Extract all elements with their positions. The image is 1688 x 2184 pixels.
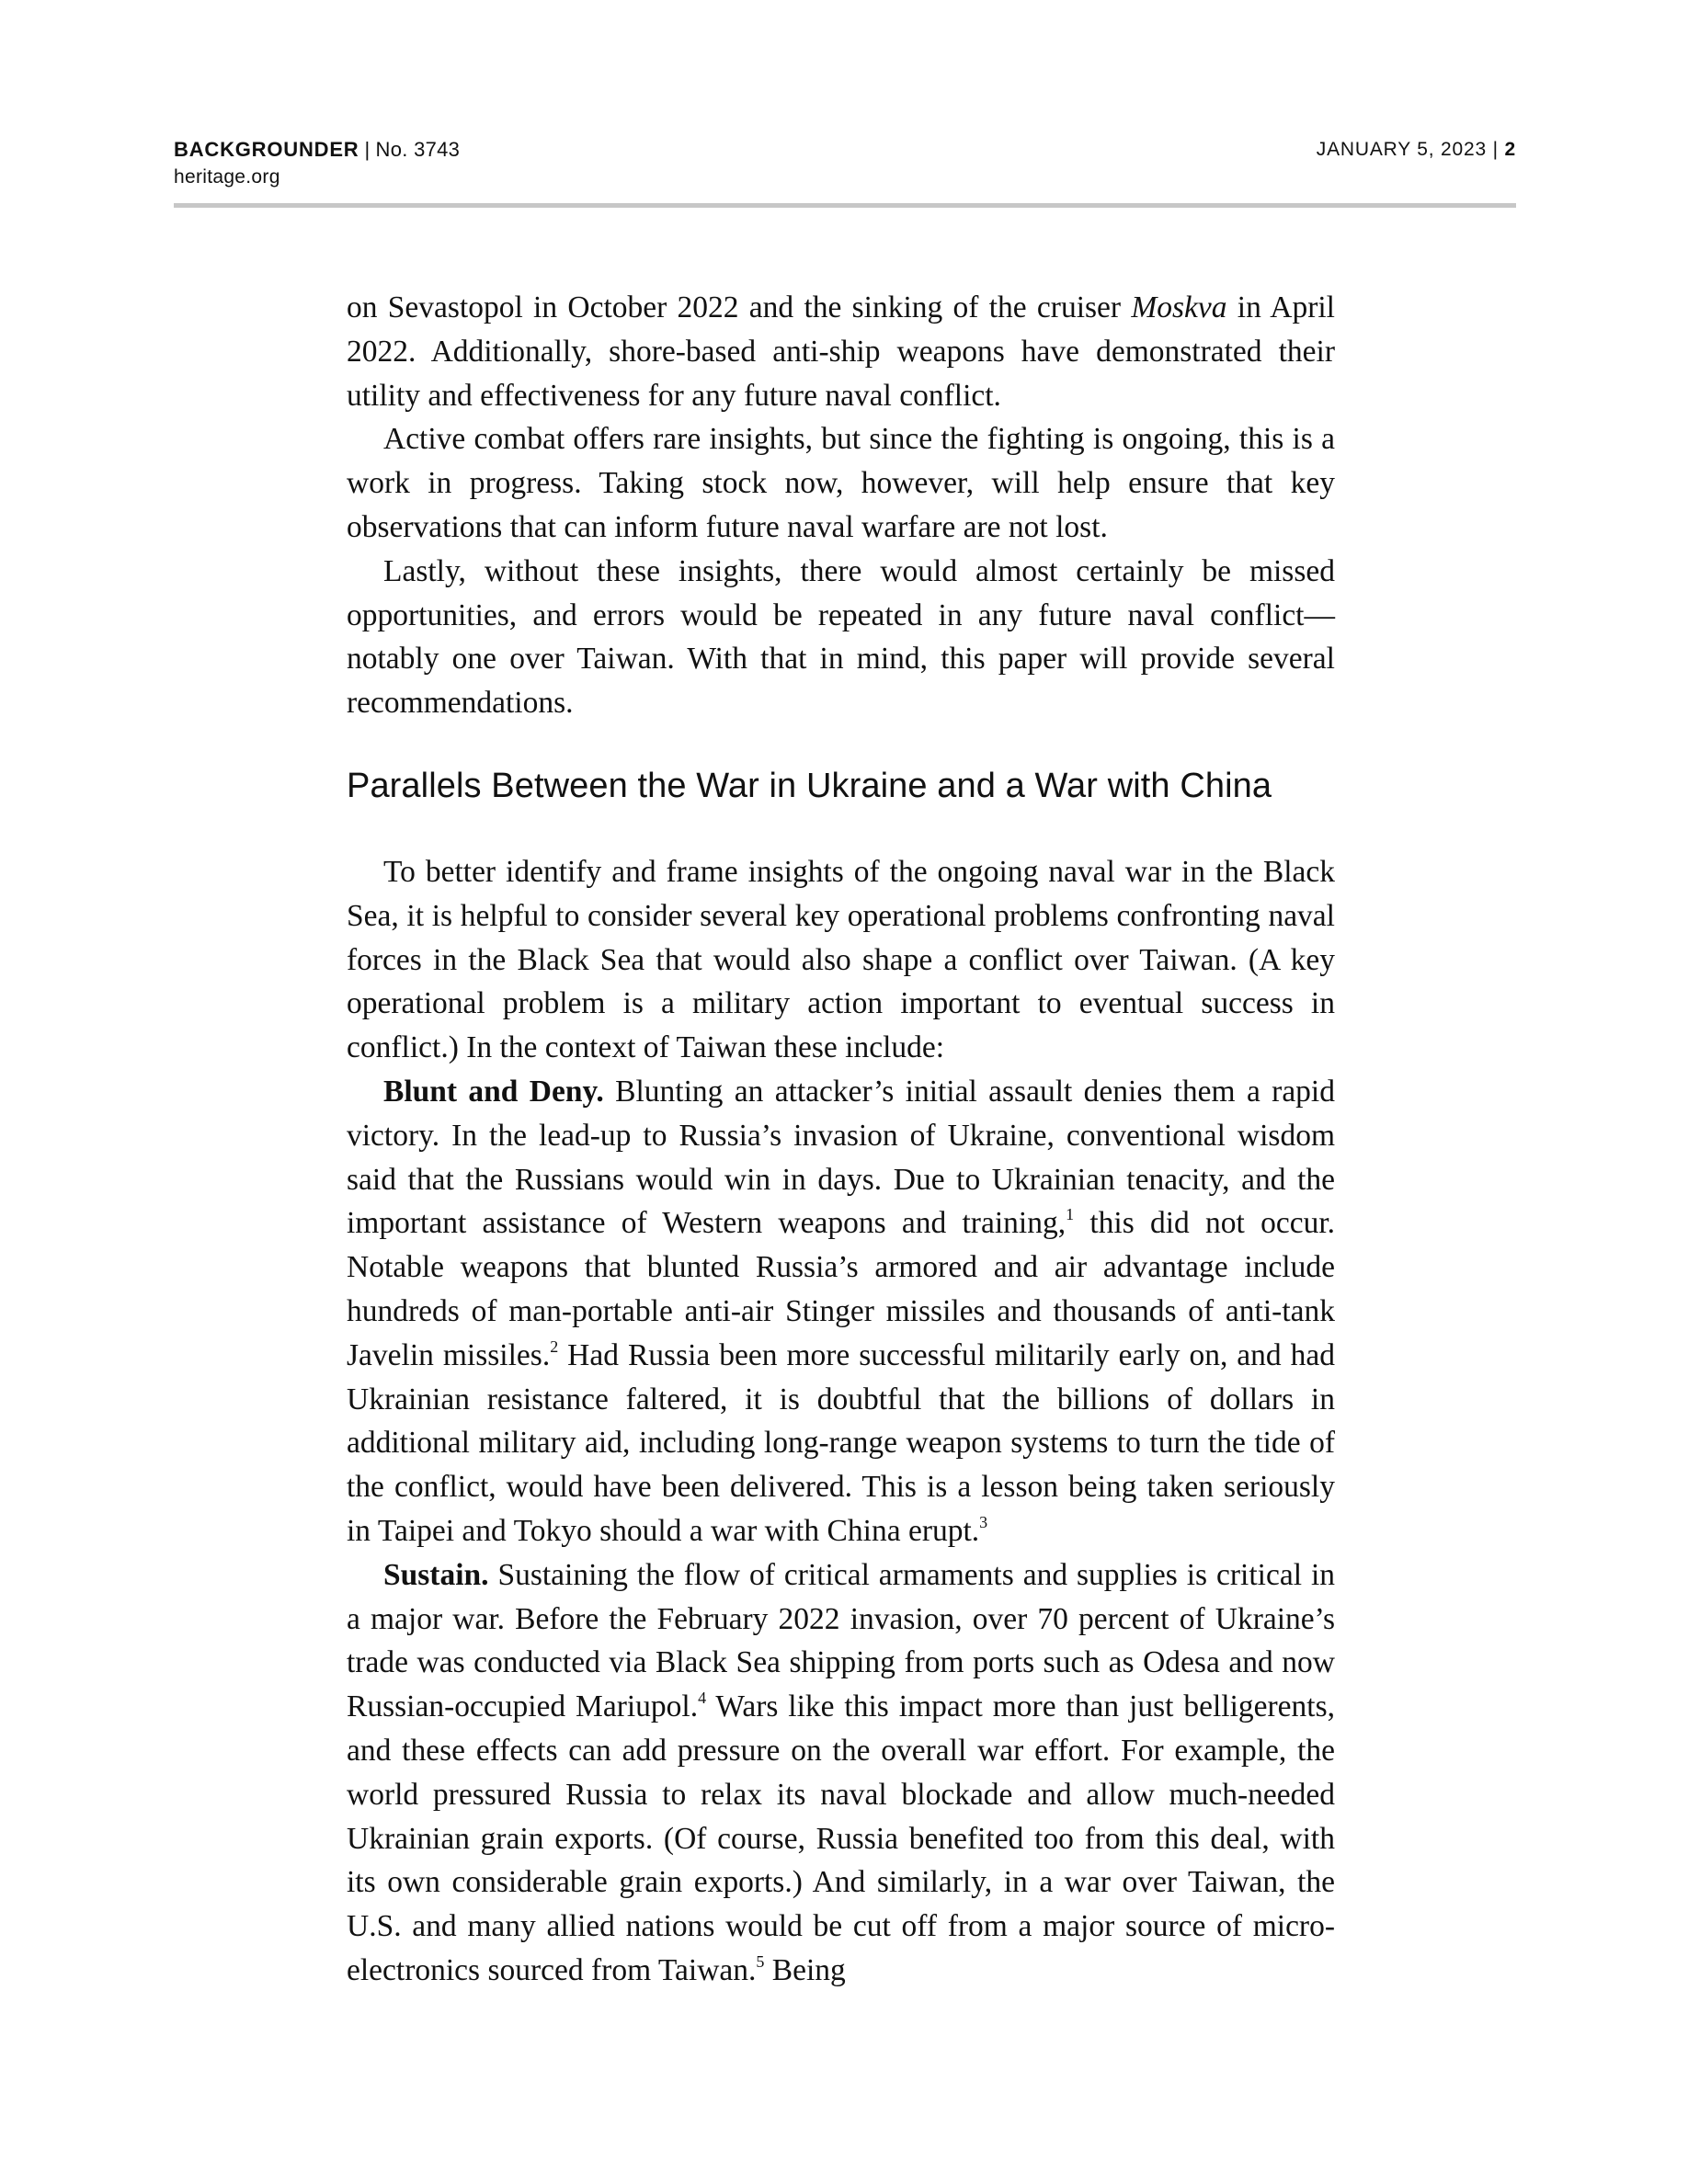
paragraph-6-text-2: Wars like this impact more than just belligerents, and these effects can add pressure on the overall war effort. For example, the world pressured Russia to relax its naval blockade and allow much-needed Ukrainian grain exports. (Of course, Russia benefited too from this deal, with its own considerable grain exports.) And similarly, in a war over Taiwan, the U.S. and many allied nations would be cut off from a major source of micro-electronics sourced from Taiwan. bbox=[347, 1689, 1335, 1987]
footnote-ref-5[interactable]: 5 bbox=[756, 1951, 765, 1971]
paragraph-1-text-end: in April 2022. Additionally, shore-based anti-ship weapons have demonstrated their utility and effectiveness for any future naval conflict. bbox=[347, 290, 1335, 413]
paragraph-sustain bbox=[347, 1553, 1335, 1993]
page-number: 2 bbox=[1504, 139, 1516, 160]
paragraph-blunt-and-deny bbox=[347, 1070, 1335, 1553]
paragraph-5-text-1: Blunting an attacker’s initial assault denies them a rapid victory. In the lead-up to Russia’s invasion of Ukraine, conventional wisdom said that the Russians would win in days. Due to Ukrainian tenacity, and the important assistance of Western weapons and training, bbox=[347, 1074, 1335, 1241]
paragraph-6-text-1: Sustaining the flow of critical armaments and supplies is critical in a major war. Before the February 2022 invasion, over 70 percent of Ukraine’s trade was conducted via Black Sea shipping from ports such as Odesa and now Russian-occupied Mariupol. bbox=[347, 1557, 1335, 1724]
section-heading: Parallels Between the War in Ukraine and a War with China bbox=[347, 766, 1272, 805]
paragraph-3: Lastly, without these insights, there would almost certainly be missed opportunities, and errors would be repeated in any future naval conflict—notably one over Taiwan. With that in mind, this paper will provide several recommendations. bbox=[347, 553, 1335, 721]
paragraph-5-text-3: Had Russia been more successful militarily early on, and had Ukrainian resistance faltered, it is doubtful that the billions of dollars in additional military aid, including long-range weapon systems to turn the tide of the conflict, would have been delivered. This is a lesson being taken seriously in Taipei and Tokyo should a war with China erupt. bbox=[347, 1337, 1335, 1548]
date-page-info bbox=[1317, 136, 1516, 164]
paragraph-2: Active combat offers rare insights, but since the fighting is ongoing, this is a work in progress. Taking stock now, however, will help ensure that key observations that can inform future naval warfare are not lost. bbox=[347, 422, 1335, 544]
ship-name: Moskva bbox=[1131, 290, 1227, 324]
footnote-ref-3[interactable]: 3 bbox=[979, 1512, 988, 1531]
date-separator: | bbox=[1492, 139, 1499, 160]
footnote-ref-2[interactable]: 2 bbox=[550, 1337, 559, 1356]
publication-info bbox=[174, 136, 460, 191]
article-body bbox=[347, 286, 1335, 1993]
paragraph-6-text-3: Being bbox=[764, 1952, 846, 1987]
paragraph-1 bbox=[347, 286, 1335, 417]
publication-date: JANUARY 5, 2023 bbox=[1316, 139, 1487, 160]
page-header bbox=[174, 136, 1516, 210]
header-separator: | bbox=[364, 138, 371, 161]
paragraph-4: To better identify and frame insights of the ongoing naval war in the Black Sea, it is helpful to consider several key operational problems confronting naval forces in the Black Sea that would also shape a conflict over Taiwan. (A key operational problem is a military action important to eventual success in conflict.) In the context of Taiwan these include: bbox=[347, 854, 1335, 1065]
lead-in-sustain: Sustain. bbox=[383, 1557, 489, 1592]
footnote-ref-4[interactable]: 4 bbox=[698, 1689, 707, 1708]
paragraph-1-text: on Sevastopol in October 2022 and the sinking of the cruiser bbox=[347, 290, 1132, 324]
report-number: No. 3743 bbox=[375, 138, 461, 161]
header-divider bbox=[174, 203, 1516, 208]
paragraph-5-text-2: this did not occur. Notable weapons that blunted Russia’s armored and air advantage include hundreds of man-portable anti-air Stinger missiles and thousands of anti-tank Javelin missiles. bbox=[347, 1206, 1336, 1372]
series-name: BACKGROUNDER bbox=[174, 138, 359, 161]
site-name: heritage.org bbox=[174, 166, 280, 188]
lead-in-blunt-and-deny: Blunt and Deny. bbox=[383, 1074, 604, 1109]
footnote-ref-1[interactable]: 1 bbox=[1066, 1205, 1075, 1224]
